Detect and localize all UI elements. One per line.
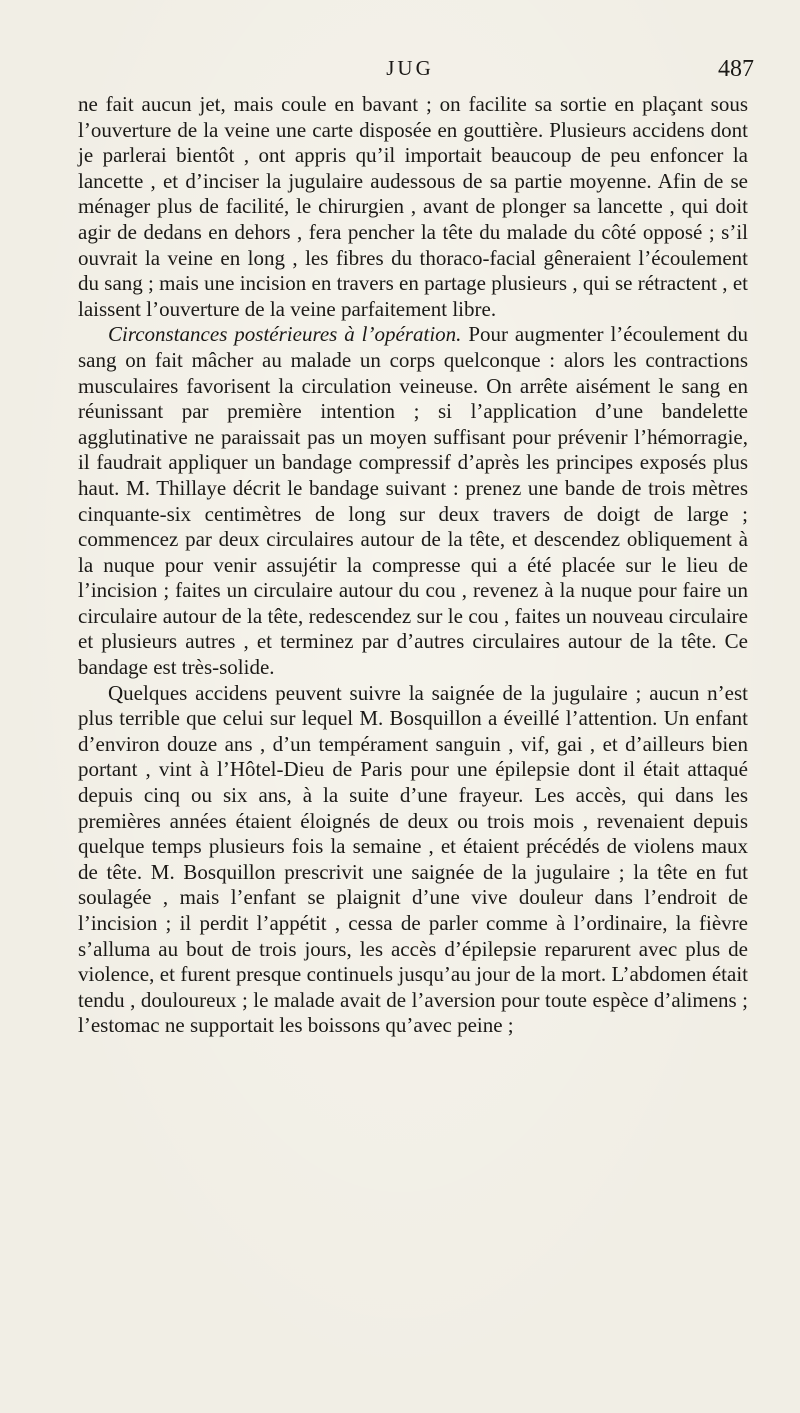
section-title: Circonstances postérieures à l’opération.: [108, 322, 462, 347]
paragraph-text: Quelques accidens peuvent suivre la saignée de la jugulaire ; aucun n’est plus terrible que celui sur lequel M. Bosquillon a éveillé l’attention. Un enfant d’environ douze ans , d’un tempérament sanguin , vif, gai , et d’ailleurs bien portant , vint à l’Hôtel-Dieu de Paris pour une épilepsie dont il était attaqué depuis cinq ou six ans, à la suite d’une frayeur. Les accès, qui dans les premières années étaient éloignés de deux ou trois mois , revenaient depuis quelque temps plusieurs fois la semaine , et étaient précédés de violens maux de tête. M. Bosquillon prescrivit une saignée de la jugulaire ; la tête en fut soulagée , mais l’enfant se plaignit d’une vive douleur dans l’endroit de l’incision ; il perdit l’appétit , cessa de parler comme à l’ordinaire, la fièvre s’alluma au bout de trois jours, les accès d’épilepsie reparurent avec plus de violence, et furent presque continuels jusqu’au jour de la mort. L’abdomen était tendu , douloureux ; le malade avait de l’aversion pour toute espèce d’alimens ; l’estomac ne supportait les boissons qu’avec peine ;: [78, 680, 748, 1038]
paragraph-text: Pour augmenter l’écoulement du sang on fait mâcher au malade un corps quelconque : alors les contractions musculaires favorisent la circulation veineuse. On arrête aisément le sang en réunissant par première intention ; si l’application d’une bandelette agglutinative ne paraissait pas un moyen suffisant pour prévenir l’hémorragie, il faudrait appliquer un bandage compressif d’après les principes exposés plus haut. M. Thillaye décrit le bandage suivant : prenez une bande de trois mètres cinquante-six centimètres de long sur deux travers de doigt de large ; commencez par deux circulaires autour de la tête, et descendez obliquement à la nuque pour venir assujétir la compresse qui a été placée sur le lieu de l’incision ; faites un circulaire autour du cou , revenez à la nuque pour faire un circulaire autour de la tête, redescendez sur le cou , faites un nouveau circulaire et plusieurs autres , et terminez par d’autres circulaires autour de la tête. Ce bandage est très-solide.: [78, 322, 748, 680]
body-text: [78, 92, 748, 1039]
page-number: 487: [718, 56, 754, 82]
paragraph-text: ne fait aucun jet, mais coule en bavant ; on facilite sa sortie en plaçant sous l’ouverture de la veine une carte disposée en gouttière. Plusieurs accidens dont je parlerai bientôt , ont appris qu’il importait beaucoup de peu enfoncer la lancette , et d’inciser la jugulaire audessous de sa partie moyenne. Afin de se ménager plus de facilité, le chirurgien , avant de plonger sa lancette , qui doit agir de dedans en dehors , fera pencher la tête du malade du côté opposé ; s’il ouvrait la veine en long , les fibres du thoraco-facial gêneraient l’écoulement du sang ; mais une incision en travers en partage plusieurs , qui se rétractent , et laissent l’ouverture de la veine parfaitement libre.: [78, 92, 748, 321]
running-head: JUG: [386, 56, 434, 80]
paragraph-continuation: [78, 92, 748, 322]
page-header: [78, 56, 754, 90]
paragraph-post-operation: [78, 322, 748, 680]
paragraph-accidents: [78, 681, 748, 1039]
